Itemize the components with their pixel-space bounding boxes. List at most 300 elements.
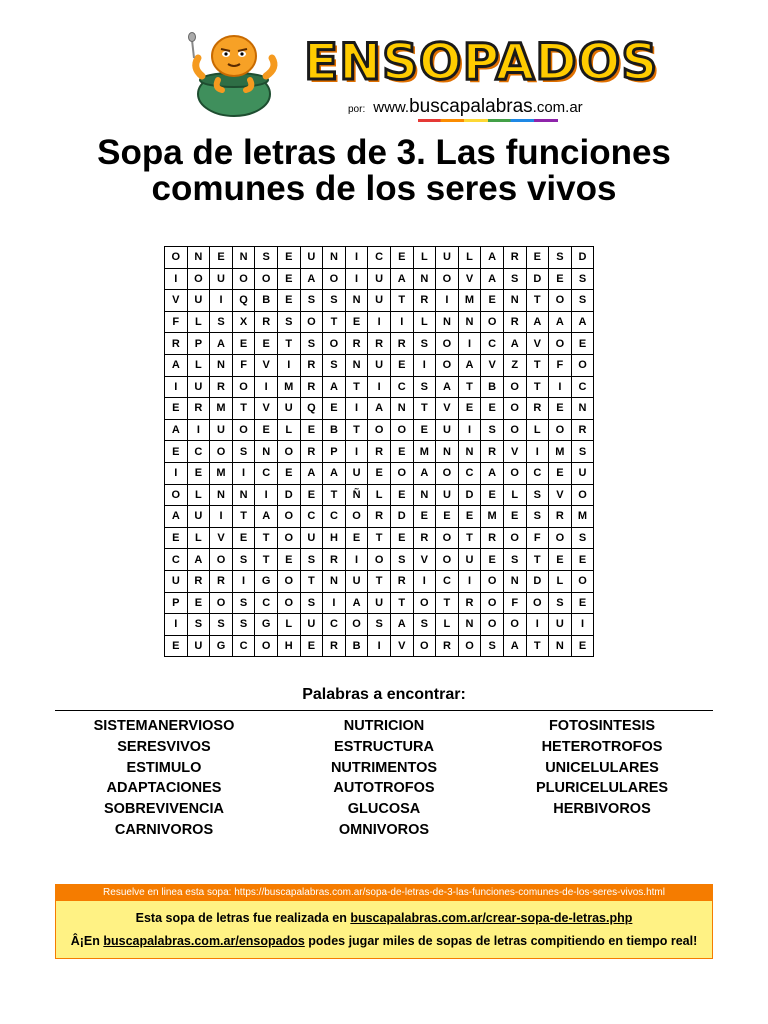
grid-cell[interactable]: T: [323, 484, 346, 506]
grid-cell[interactable]: I: [458, 333, 481, 355]
grid-cell[interactable]: R: [503, 311, 526, 333]
grid-cell[interactable]: E: [210, 247, 233, 269]
grid-cell[interactable]: L: [187, 484, 210, 506]
grid-cell[interactable]: S: [549, 592, 572, 614]
grid-cell[interactable]: P: [323, 441, 346, 463]
grid-cell[interactable]: R: [413, 527, 436, 549]
grid-cell[interactable]: O: [277, 506, 300, 528]
grid-cell[interactable]: S: [368, 614, 391, 636]
grid-cell[interactable]: N: [458, 614, 481, 636]
logo[interactable]: [188, 28, 659, 128]
grid-cell[interactable]: E: [526, 247, 549, 269]
ensopados-link[interactable]: buscapalabras.com.ar/ensopados: [103, 934, 305, 948]
grid-cell[interactable]: T: [368, 527, 391, 549]
grid-cell[interactable]: A: [165, 354, 188, 376]
grid-cell[interactable]: S: [413, 614, 436, 636]
grid-cell[interactable]: I: [277, 354, 300, 376]
grid-cell[interactable]: I: [345, 441, 368, 463]
grid-cell[interactable]: M: [277, 376, 300, 398]
grid-cell[interactable]: U: [549, 614, 572, 636]
grid-cell[interactable]: U: [165, 570, 188, 592]
grid-cell[interactable]: O: [345, 506, 368, 528]
grid-cell[interactable]: F: [503, 592, 526, 614]
grid-cell[interactable]: O: [481, 614, 504, 636]
grid-cell[interactable]: O: [368, 549, 391, 571]
grid-cell[interactable]: N: [571, 398, 594, 420]
grid-cell[interactable]: O: [210, 441, 233, 463]
grid-cell[interactable]: E: [277, 247, 300, 269]
grid-cell[interactable]: E: [277, 268, 300, 290]
grid-cell[interactable]: R: [165, 333, 188, 355]
grid-cell[interactable]: T: [232, 506, 255, 528]
grid-cell[interactable]: T: [390, 592, 413, 614]
grid-cell[interactable]: E: [165, 635, 188, 657]
grid-cell[interactable]: V: [481, 354, 504, 376]
grid-cell[interactable]: E: [571, 635, 594, 657]
grid-cell[interactable]: S: [549, 247, 572, 269]
grid-cell[interactable]: E: [481, 290, 504, 312]
grid-cell[interactable]: O: [481, 592, 504, 614]
grid-cell[interactable]: S: [390, 549, 413, 571]
grid-cell[interactable]: S: [232, 592, 255, 614]
grid-cell[interactable]: I: [165, 462, 188, 484]
grid-cell[interactable]: M: [413, 441, 436, 463]
grid-cell[interactable]: N: [458, 311, 481, 333]
grid-cell[interactable]: C: [165, 549, 188, 571]
grid-cell[interactable]: I: [549, 376, 572, 398]
grid-cell[interactable]: F: [232, 354, 255, 376]
grid-cell[interactable]: E: [345, 311, 368, 333]
grid-cell[interactable]: E: [458, 506, 481, 528]
grid-cell[interactable]: S: [300, 549, 323, 571]
grid-cell[interactable]: V: [255, 354, 278, 376]
grid-cell[interactable]: O: [571, 570, 594, 592]
grid-cell[interactable]: E: [481, 398, 504, 420]
grid-cell[interactable]: I: [458, 570, 481, 592]
grid-cell[interactable]: N: [503, 570, 526, 592]
grid-cell[interactable]: P: [165, 592, 188, 614]
grid-cell[interactable]: E: [481, 484, 504, 506]
grid-cell[interactable]: U: [187, 376, 210, 398]
grid-cell[interactable]: O: [277, 527, 300, 549]
grid-cell[interactable]: D: [571, 247, 594, 269]
grid-cell[interactable]: O: [503, 419, 526, 441]
grid-cell[interactable]: N: [232, 484, 255, 506]
grid-cell[interactable]: A: [323, 462, 346, 484]
grid-cell[interactable]: E: [165, 441, 188, 463]
grid-cell[interactable]: T: [345, 376, 368, 398]
grid-cell[interactable]: V: [436, 398, 459, 420]
grid-cell[interactable]: I: [368, 376, 391, 398]
grid-cell[interactable]: S: [571, 527, 594, 549]
grid-cell[interactable]: U: [300, 247, 323, 269]
grid-cell[interactable]: C: [526, 462, 549, 484]
grid-cell[interactable]: O: [232, 268, 255, 290]
grid-cell[interactable]: R: [413, 290, 436, 312]
grid-cell[interactable]: V: [165, 290, 188, 312]
grid-cell[interactable]: N: [187, 247, 210, 269]
grid-cell[interactable]: S: [481, 635, 504, 657]
grid-cell[interactable]: M: [481, 506, 504, 528]
grid-cell[interactable]: U: [300, 614, 323, 636]
grid-cell[interactable]: E: [503, 506, 526, 528]
grid-cell[interactable]: U: [345, 570, 368, 592]
grid-cell[interactable]: O: [210, 592, 233, 614]
grid-cell[interactable]: S: [255, 247, 278, 269]
grid-cell[interactable]: V: [390, 635, 413, 657]
grid-cell[interactable]: E: [413, 506, 436, 528]
grid-cell[interactable]: E: [390, 484, 413, 506]
grid-cell[interactable]: U: [345, 462, 368, 484]
grid-cell[interactable]: A: [458, 354, 481, 376]
grid-cell[interactable]: A: [413, 462, 436, 484]
grid-cell[interactable]: S: [526, 506, 549, 528]
grid-cell[interactable]: I: [436, 290, 459, 312]
grid-cell[interactable]: T: [368, 570, 391, 592]
grid-cell[interactable]: C: [232, 635, 255, 657]
grid-cell[interactable]: U: [368, 290, 391, 312]
grid-cell[interactable]: T: [255, 549, 278, 571]
grid-cell[interactable]: S: [300, 592, 323, 614]
grid-cell[interactable]: L: [413, 247, 436, 269]
grid-cell[interactable]: O: [526, 592, 549, 614]
grid-cell[interactable]: O: [503, 527, 526, 549]
grid-cell[interactable]: O: [277, 441, 300, 463]
grid-cell[interactable]: L: [526, 419, 549, 441]
grid-cell[interactable]: R: [458, 592, 481, 614]
grid-cell[interactable]: T: [277, 333, 300, 355]
grid-cell[interactable]: U: [187, 635, 210, 657]
grid-cell[interactable]: B: [255, 290, 278, 312]
grid-cell[interactable]: U: [436, 419, 459, 441]
grid-cell[interactable]: A: [165, 506, 188, 528]
grid-cell[interactable]: U: [187, 506, 210, 528]
grid-cell[interactable]: I: [368, 311, 391, 333]
grid-cell[interactable]: C: [436, 570, 459, 592]
grid-cell[interactable]: S: [323, 290, 346, 312]
grid-cell[interactable]: I: [232, 462, 255, 484]
grid-cell[interactable]: U: [368, 592, 391, 614]
grid-cell[interactable]: L: [436, 614, 459, 636]
grid-cell[interactable]: A: [481, 462, 504, 484]
grid-cell[interactable]: E: [390, 354, 413, 376]
grid-cell[interactable]: S: [481, 419, 504, 441]
grid-cell[interactable]: E: [390, 247, 413, 269]
grid-cell[interactable]: N: [436, 311, 459, 333]
grid-cell[interactable]: O: [571, 354, 594, 376]
grid-cell[interactable]: E: [571, 333, 594, 355]
grid-cell[interactable]: Ñ: [345, 484, 368, 506]
grid-cell[interactable]: E: [277, 462, 300, 484]
grid-cell[interactable]: I: [210, 290, 233, 312]
grid-cell[interactable]: S: [413, 376, 436, 398]
grid-cell[interactable]: O: [481, 570, 504, 592]
grid-cell[interactable]: O: [255, 268, 278, 290]
grid-cell[interactable]: O: [300, 311, 323, 333]
grid-cell[interactable]: R: [187, 570, 210, 592]
grid-cell[interactable]: F: [549, 354, 572, 376]
grid-cell[interactable]: N: [458, 441, 481, 463]
grid-cell[interactable]: L: [187, 311, 210, 333]
grid-cell[interactable]: V: [413, 549, 436, 571]
grid-cell[interactable]: U: [458, 549, 481, 571]
grid-cell[interactable]: S: [210, 311, 233, 333]
grid-cell[interactable]: E: [413, 419, 436, 441]
grid-cell[interactable]: C: [255, 592, 278, 614]
grid-cell[interactable]: C: [323, 614, 346, 636]
grid-cell[interactable]: R: [187, 398, 210, 420]
grid-cell[interactable]: I: [345, 549, 368, 571]
grid-cell[interactable]: T: [300, 570, 323, 592]
grid-cell[interactable]: A: [323, 376, 346, 398]
grid-cell[interactable]: A: [300, 268, 323, 290]
grid-cell[interactable]: I: [368, 635, 391, 657]
grid-cell[interactable]: O: [413, 635, 436, 657]
grid-cell[interactable]: Z: [503, 354, 526, 376]
grid-cell[interactable]: D: [526, 570, 549, 592]
grid-cell[interactable]: I: [571, 614, 594, 636]
grid-cell[interactable]: C: [571, 376, 594, 398]
grid-cell[interactable]: I: [526, 614, 549, 636]
grid-cell[interactable]: O: [323, 268, 346, 290]
grid-cell[interactable]: E: [255, 333, 278, 355]
grid-cell[interactable]: S: [503, 268, 526, 290]
grid-cell[interactable]: C: [300, 506, 323, 528]
grid-cell[interactable]: A: [255, 506, 278, 528]
grid-cell[interactable]: N: [232, 247, 255, 269]
grid-cell[interactable]: I: [323, 592, 346, 614]
grid-cell[interactable]: T: [436, 592, 459, 614]
grid-cell[interactable]: O: [165, 484, 188, 506]
grid-cell[interactable]: O: [436, 333, 459, 355]
grid-cell[interactable]: T: [526, 290, 549, 312]
grid-cell[interactable]: V: [458, 268, 481, 290]
grid-cell[interactable]: P: [187, 333, 210, 355]
online-solve-link[interactable]: Resuelve en linea esta sopa: https://buscapalabras.com.ar/sopa-de-letras-de-3-las-funciones-comunes-de-los-seres-vivos.html: [55, 884, 713, 901]
grid-cell[interactable]: O: [368, 419, 391, 441]
grid-cell[interactable]: N: [413, 484, 436, 506]
grid-cell[interactable]: I: [413, 354, 436, 376]
grid-cell[interactable]: B: [481, 376, 504, 398]
grid-cell[interactable]: N: [210, 484, 233, 506]
grid-cell[interactable]: R: [345, 333, 368, 355]
grid-cell[interactable]: L: [458, 247, 481, 269]
grid-cell[interactable]: T: [323, 311, 346, 333]
grid-cell[interactable]: I: [255, 376, 278, 398]
grid-cell[interactable]: A: [571, 311, 594, 333]
grid-cell[interactable]: N: [323, 570, 346, 592]
grid-cell[interactable]: V: [503, 441, 526, 463]
grid-cell[interactable]: D: [458, 484, 481, 506]
grid-cell[interactable]: I: [526, 441, 549, 463]
grid-cell[interactable]: I: [390, 311, 413, 333]
grid-cell[interactable]: R: [390, 570, 413, 592]
grid-cell[interactable]: O: [436, 462, 459, 484]
grid-cell[interactable]: R: [503, 247, 526, 269]
grid-cell[interactable]: O: [187, 268, 210, 290]
grid-cell[interactable]: R: [368, 506, 391, 528]
grid-cell[interactable]: X: [232, 311, 255, 333]
grid-cell[interactable]: E: [165, 527, 188, 549]
grid-cell[interactable]: R: [481, 527, 504, 549]
grid-cell[interactable]: E: [549, 398, 572, 420]
grid-cell[interactable]: I: [232, 570, 255, 592]
grid-cell[interactable]: E: [300, 635, 323, 657]
grid-cell[interactable]: E: [368, 462, 391, 484]
grid-cell[interactable]: L: [187, 354, 210, 376]
grid-cell[interactable]: N: [413, 268, 436, 290]
grid-cell[interactable]: A: [300, 462, 323, 484]
grid-cell[interactable]: A: [165, 419, 188, 441]
grid-cell[interactable]: R: [368, 333, 391, 355]
grid-cell[interactable]: Q: [232, 290, 255, 312]
grid-cell[interactable]: L: [277, 419, 300, 441]
grid-cell[interactable]: S: [571, 290, 594, 312]
grid-cell[interactable]: T: [345, 419, 368, 441]
grid-cell[interactable]: A: [503, 333, 526, 355]
grid-cell[interactable]: A: [345, 592, 368, 614]
grid-cell[interactable]: O: [503, 462, 526, 484]
grid-cell[interactable]: U: [368, 268, 391, 290]
grid-cell[interactable]: O: [436, 527, 459, 549]
grid-cell[interactable]: I: [165, 614, 188, 636]
grid-cell[interactable]: I: [187, 419, 210, 441]
grid-cell[interactable]: R: [436, 635, 459, 657]
grid-cell[interactable]: O: [232, 376, 255, 398]
grid-cell[interactable]: H: [277, 635, 300, 657]
grid-cell[interactable]: A: [187, 549, 210, 571]
grid-cell[interactable]: C: [481, 333, 504, 355]
grid-cell[interactable]: N: [345, 290, 368, 312]
grid-cell[interactable]: E: [232, 333, 255, 355]
grid-cell[interactable]: L: [368, 484, 391, 506]
grid-cell[interactable]: N: [323, 247, 346, 269]
grid-cell[interactable]: E: [187, 592, 210, 614]
grid-cell[interactable]: O: [323, 333, 346, 355]
grid-cell[interactable]: U: [571, 462, 594, 484]
grid-cell[interactable]: R: [390, 333, 413, 355]
grid-cell[interactable]: S: [187, 614, 210, 636]
grid-cell[interactable]: O: [549, 333, 572, 355]
grid-cell[interactable]: R: [526, 398, 549, 420]
grid-cell[interactable]: G: [210, 635, 233, 657]
grid-cell[interactable]: R: [300, 441, 323, 463]
grid-cell[interactable]: O: [549, 527, 572, 549]
grid-cell[interactable]: S: [232, 549, 255, 571]
grid-cell[interactable]: U: [436, 484, 459, 506]
grid-cell[interactable]: S: [300, 290, 323, 312]
grid-cell[interactable]: I: [345, 398, 368, 420]
grid-cell[interactable]: V: [210, 527, 233, 549]
grid-cell[interactable]: S: [232, 441, 255, 463]
grid-cell[interactable]: A: [526, 311, 549, 333]
grid-cell[interactable]: S: [323, 354, 346, 376]
grid-cell[interactable]: A: [481, 268, 504, 290]
grid-cell[interactable]: E: [390, 527, 413, 549]
grid-cell[interactable]: I: [255, 484, 278, 506]
grid-cell[interactable]: A: [210, 333, 233, 355]
grid-cell[interactable]: C: [390, 376, 413, 398]
grid-cell[interactable]: U: [210, 268, 233, 290]
grid-cell[interactable]: T: [458, 527, 481, 549]
grid-cell[interactable]: N: [210, 354, 233, 376]
grid-cell[interactable]: U: [187, 290, 210, 312]
grid-cell[interactable]: E: [300, 419, 323, 441]
grid-cell[interactable]: O: [549, 290, 572, 312]
grid-cell[interactable]: R: [300, 376, 323, 398]
grid-cell[interactable]: M: [571, 506, 594, 528]
grid-cell[interactable]: E: [549, 462, 572, 484]
grid-cell[interactable]: U: [300, 527, 323, 549]
grid-cell[interactable]: R: [300, 354, 323, 376]
grid-cell[interactable]: O: [481, 311, 504, 333]
grid-cell[interactable]: I: [458, 419, 481, 441]
grid-cell[interactable]: L: [187, 527, 210, 549]
grid-cell[interactable]: O: [390, 419, 413, 441]
grid-cell[interactable]: L: [549, 570, 572, 592]
grid-cell[interactable]: E: [232, 527, 255, 549]
grid-cell[interactable]: T: [255, 527, 278, 549]
grid-cell[interactable]: R: [255, 311, 278, 333]
grid-cell[interactable]: V: [526, 333, 549, 355]
grid-cell[interactable]: S: [413, 333, 436, 355]
grid-cell[interactable]: E: [571, 549, 594, 571]
grid-cell[interactable]: R: [368, 441, 391, 463]
grid-cell[interactable]: L: [503, 484, 526, 506]
grid-cell[interactable]: T: [526, 354, 549, 376]
grid-cell[interactable]: O: [503, 376, 526, 398]
grid-cell[interactable]: E: [571, 592, 594, 614]
grid-cell[interactable]: E: [300, 484, 323, 506]
grid-cell[interactable]: C: [368, 247, 391, 269]
grid-cell[interactable]: V: [549, 484, 572, 506]
grid-cell[interactable]: O: [503, 398, 526, 420]
grid-cell[interactable]: I: [345, 247, 368, 269]
grid-cell[interactable]: S: [277, 311, 300, 333]
grid-cell[interactable]: N: [503, 290, 526, 312]
grid-cell[interactable]: C: [187, 441, 210, 463]
grid-cell[interactable]: M: [210, 398, 233, 420]
grid-cell[interactable]: E: [345, 527, 368, 549]
grid-cell[interactable]: M: [549, 441, 572, 463]
grid-cell[interactable]: C: [458, 462, 481, 484]
site-url[interactable]: [348, 96, 583, 118]
grid-cell[interactable]: G: [255, 614, 278, 636]
grid-cell[interactable]: E: [390, 441, 413, 463]
grid-cell[interactable]: E: [165, 398, 188, 420]
letter-grid[interactable]: [164, 246, 594, 657]
grid-cell[interactable]: C: [255, 462, 278, 484]
grid-cell[interactable]: S: [526, 484, 549, 506]
grid-cell[interactable]: E: [549, 268, 572, 290]
grid-cell[interactable]: E: [255, 419, 278, 441]
grid-cell[interactable]: A: [503, 635, 526, 657]
grid-cell[interactable]: O: [549, 419, 572, 441]
grid-cell[interactable]: N: [390, 398, 413, 420]
grid-cell[interactable]: D: [277, 484, 300, 506]
grid-cell[interactable]: C: [323, 506, 346, 528]
grid-cell[interactable]: G: [255, 570, 278, 592]
grid-cell[interactable]: O: [571, 484, 594, 506]
grid-cell[interactable]: S: [232, 614, 255, 636]
grid-cell[interactable]: H: [323, 527, 346, 549]
grid-cell[interactable]: E: [549, 549, 572, 571]
grid-cell[interactable]: T: [413, 398, 436, 420]
grid-cell[interactable]: R: [323, 549, 346, 571]
grid-cell[interactable]: O: [210, 549, 233, 571]
grid-cell[interactable]: R: [210, 570, 233, 592]
grid-cell[interactable]: D: [526, 268, 549, 290]
